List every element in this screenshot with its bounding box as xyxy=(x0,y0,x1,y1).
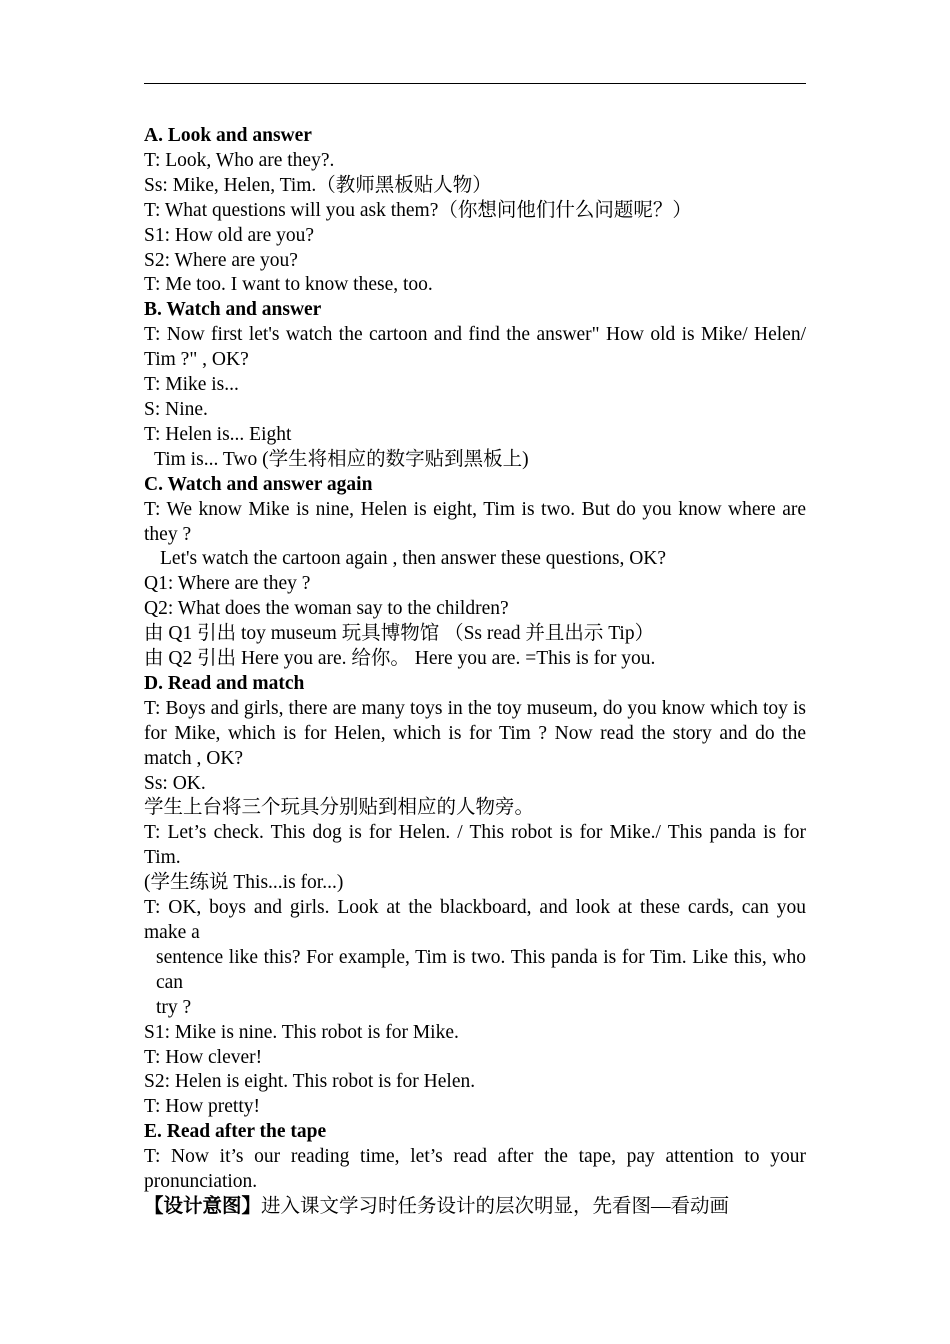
section-d-line-2: T: How clever! xyxy=(144,1046,263,1068)
section-d-line-ok: Ss: OK. xyxy=(144,772,206,794)
section-a-line-5: S2: Where are you? xyxy=(144,249,298,271)
section-a-line-2: Ss: Mike, Helen, Tim.（教师黑板贴人物） xyxy=(144,174,492,196)
section-b-heading: B. Watch and answer xyxy=(144,299,322,321)
section-e-paragraph: T: Now it’s our reading time, let’s read after the tape, pay attention to your pronunciation. xyxy=(144,1146,806,1193)
section-b-line-2: S: Nine. xyxy=(144,398,208,420)
section-d-line-3: S2: Helen is eight. This robot is for Helen. xyxy=(144,1071,476,1093)
section-d-paragraph-3: T: OK, boys and girls. Look at the blackboard, and look at these cards, can you make a xyxy=(144,897,806,943)
section-d-line-match: 学生上台将三个玩具分别贴到相应的人物旁。 xyxy=(144,797,535,819)
section-d-heading: D. Read and match xyxy=(144,672,305,694)
section-d-paragraph-2: T: Let’s check. This dog is for Helen. / This robot is for Mike./ This panda is for Tim. xyxy=(144,822,806,869)
design-intent-line xyxy=(144,1195,806,1220)
section-a-line-6: T: Me too. I want to know these, too. xyxy=(144,274,433,296)
section-c-line-3: Q2: What does the woman say to the children? xyxy=(144,598,509,620)
section-c-line-4: 由 Q1 引出 toy museum 玩具博物馆 （Ss read 并且出示 Tip） xyxy=(144,623,655,645)
design-intent-text: 进入课文学习时任务设计的层次明显，先看图—看动画 xyxy=(261,1195,730,1217)
section-d-line-4: T: How pretty! xyxy=(144,1096,261,1118)
section-c-line-2: Q1: Where are they ? xyxy=(144,573,311,595)
section-c-heading: C. Watch and answer again xyxy=(144,473,373,495)
section-d-line-practice: (学生练说 This...is for...) xyxy=(144,872,344,894)
section-e-heading: E. Read after the tape xyxy=(144,1121,327,1143)
section-d-line-1: S1: Mike is nine. This robot is for Mike. xyxy=(144,1021,459,1043)
section-c-paragraph: T: We know Mike is nine, Helen is eight, Tim is two. But do you know where are they ? xyxy=(144,498,806,545)
section-d-paragraph-4: sentence like this? For example, Tim is two. This panda is for Tim. Like this, who can xyxy=(156,946,806,993)
section-b-line-3: T: Helen is... Eight xyxy=(144,423,292,445)
section-d-line-try: try ? xyxy=(156,996,192,1018)
section-c-line-1: Let's watch the cartoon again , then answer these questions, OK? xyxy=(160,548,667,570)
section-b-line-1: T: Mike is... xyxy=(144,374,239,396)
design-intent-label: 【设计意图】 xyxy=(144,1195,262,1217)
section-b-paragraph: T: Now first let's watch the cartoon and find the answer" How old is Mike/ Helen/ Tim ?" , OK? xyxy=(144,324,806,371)
section-a-line-1: T: Look, Who are they?. xyxy=(144,149,335,171)
section-a-line-3: T: What questions will you ask them?（你想问他们什么问题呢？） xyxy=(144,199,692,221)
section-a-line-4: S1: How old are you? xyxy=(144,224,315,246)
section-c-line-5: 由 Q2 引出 Here you are. 给你。 Here you are. =This is for you. xyxy=(144,648,656,670)
section-d-paragraph-1: T: Boys and girls, there are many toys in the toy museum, do you know which toy is for Mike, which is for Helen, which is for Tim ? Now read the story and do the match , OK? xyxy=(144,697,806,769)
section-b-line-4: Tim is... Two (学生将相应的数字贴到黑板上) xyxy=(154,448,529,470)
document-body xyxy=(144,124,806,1220)
header-rule xyxy=(144,83,806,84)
section-a-heading: A. Look and answer xyxy=(144,125,312,146)
